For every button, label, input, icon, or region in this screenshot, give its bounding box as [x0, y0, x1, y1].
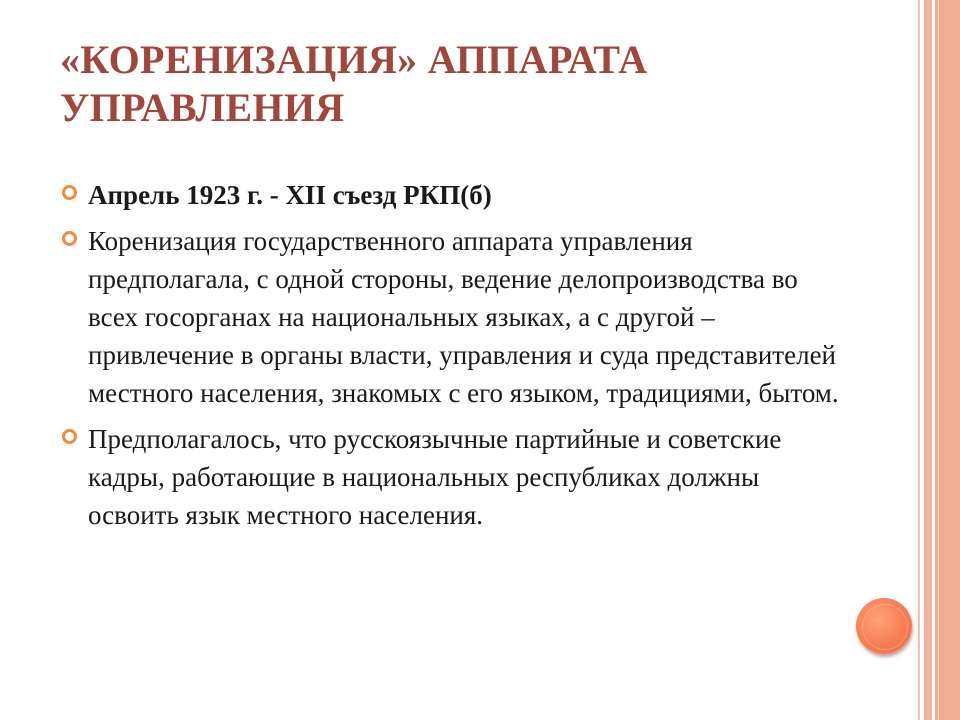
decorative-stripe-thin: [918, 0, 920, 720]
bullet-text: Коренизация государственного аппарата управления предполагала, с одной стороны, ведение делопроизводства во всех госорганах на национальных языках, а с другой – привлечение в органы власти, управления и суда представителей местного населения, знакомых с его языком, традициями, бытом.: [88, 226, 839, 408]
bullet-circle-icon: [62, 185, 77, 200]
decorative-circle-icon: [856, 598, 912, 654]
bullet-item: [60, 420, 850, 534]
bullet-text: Апрель 1923 г. - XII съезд РКП(б): [88, 180, 492, 210]
bullet-circle-icon: [62, 231, 77, 246]
decorative-stripe-wide: [935, 0, 960, 720]
slide-title: «КОРЕНИЗАЦИЯ» АППАРАТА УПРАВЛЕНИЯ: [60, 37, 648, 130]
bullet-item: [60, 176, 850, 214]
bullet-list: [60, 176, 850, 542]
bullet-text: Предполагалось, что русскоязычные партийные и советские кадры, работающие в национальных республиках должны освоить язык местного населения.: [88, 424, 782, 530]
bullet-item: [60, 222, 850, 412]
decorative-stripe-medium: [924, 0, 932, 720]
bullet-circle-icon: [62, 429, 77, 444]
